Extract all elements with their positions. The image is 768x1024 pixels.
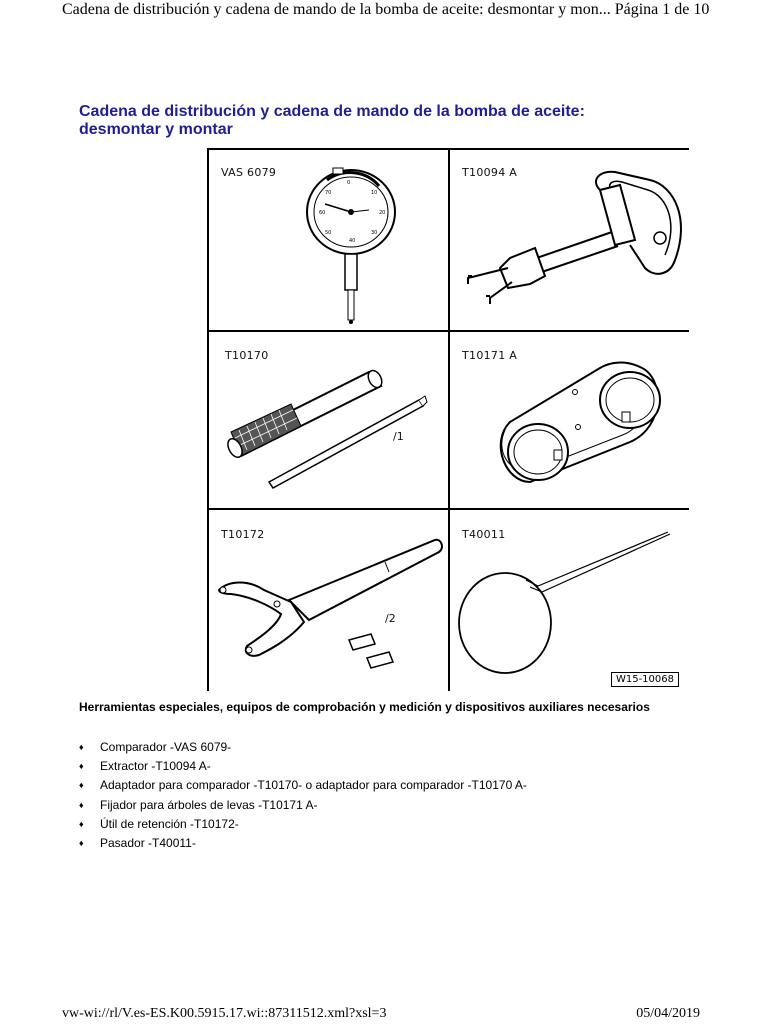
part-label: /2: [385, 612, 396, 625]
list-item-text: Comparador -VAS 6079-: [100, 740, 232, 754]
extractor-icon: [450, 150, 689, 330]
svg-text:10: 10: [371, 190, 378, 196]
bullet-icon: ♦: [79, 818, 84, 829]
bullet-icon: ♦: [79, 742, 84, 752]
svg-text:50: 50: [325, 230, 332, 236]
bullet-icon: ♦: [79, 838, 84, 849]
svg-text:70: 70: [325, 190, 332, 196]
print-footer-url: vw-wi://rl/V.es-ES.K00.5915.17.wi::87311512.xml?xsl=3: [62, 1006, 387, 1021]
svg-text:0: 0: [347, 180, 351, 186]
tool-code: T10094 A: [462, 166, 518, 179]
svg-text:30: 30: [371, 230, 378, 236]
list-item: [79, 757, 679, 776]
tool-code: T10170: [225, 349, 269, 362]
tool-code: T10171 A: [462, 349, 518, 362]
dial-gauge-icon: [209, 150, 448, 330]
page-title-line-1: Cadena de distribución y cadena de mando de la bomba de aceite:: [79, 103, 585, 120]
gauge-adapter-icon: [209, 332, 448, 508]
bullet-icon: ♦: [79, 799, 84, 810]
list-item: [79, 815, 679, 834]
bullet-icon: ♦: [79, 761, 84, 772]
list-item: [79, 738, 679, 757]
tool-cell-t10094-a: [450, 150, 689, 330]
pin-icon: [450, 510, 689, 693]
print-header-page-info: Página 1 de 10: [614, 1, 710, 18]
tool-code: T40011: [462, 528, 506, 541]
svg-text:20: 20: [379, 210, 386, 216]
list-item-text: Útil de retención -T10172-: [100, 816, 239, 831]
list-item-text: Extractor -T10094 A-: [100, 759, 211, 774]
tool-code: VAS 6079: [221, 166, 277, 179]
tool-cell-t10172: [209, 510, 448, 693]
print-header: [62, 0, 712, 20]
section-heading: Herramientas especiales, equipos de comprobación y medición y dispositivos auxiliares necesarios: [79, 700, 650, 714]
equipment-list: [79, 738, 679, 853]
print-footer-date: 05/04/2019: [636, 1006, 700, 1021]
holding-tool-icon: [209, 510, 448, 693]
list-item-text: Pasador -T40011-: [100, 836, 196, 851]
figure-reference: W15-10068: [611, 672, 679, 687]
page-title-line-2: desmontar y montar: [79, 121, 233, 138]
tool-code: T10172: [221, 528, 265, 541]
part-label: /1: [393, 430, 404, 443]
print-footer: [62, 1004, 700, 1024]
tool-cell-t10171-a: [450, 332, 689, 508]
list-item: [79, 776, 679, 795]
svg-text:40: 40: [349, 238, 356, 244]
tool-cell-vas-6079: [209, 150, 448, 330]
page-title: [79, 103, 719, 139]
tool-cell-t10170: [209, 332, 448, 508]
list-item-text: Fijador para árboles de levas -T10171 A-: [100, 797, 318, 812]
svg-text:60: 60: [319, 210, 326, 216]
tool-figure-grid: [207, 148, 689, 691]
list-item: [79, 796, 679, 815]
list-item-text: Adaptador para comparador -T10170- o adaptador para comparador -T10170 A-: [100, 778, 527, 793]
print-header-title: Cadena de distribución y cadena de mando de la bomba de aceite: desmontar y mon...: [62, 1, 611, 18]
list-item: [79, 834, 679, 853]
tool-cell-t40011: [450, 510, 689, 693]
bullet-icon: ♦: [79, 780, 84, 791]
camshaft-fixture-icon: [450, 332, 689, 508]
